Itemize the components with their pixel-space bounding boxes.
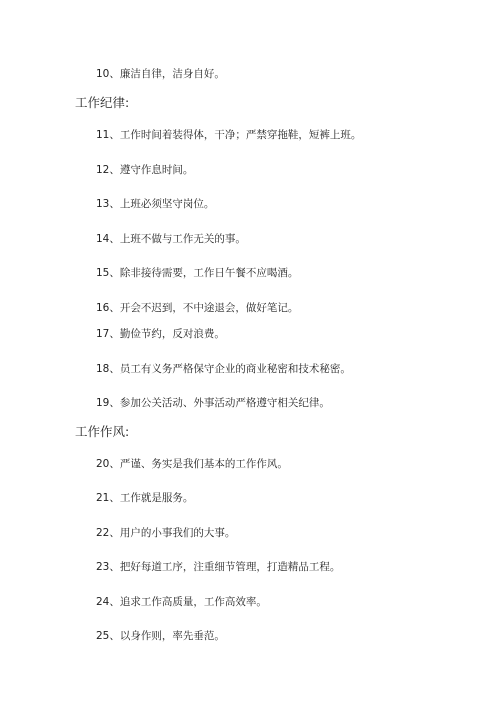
list-item: 20、严谨、务实是我们基本的工作作风。	[96, 458, 288, 470]
list-item: 13、上班必须坚守岗位。	[96, 198, 215, 210]
list-item: 21、工作就是服务。	[96, 492, 194, 504]
list-item: 10、廉洁自律，洁身自好。	[96, 68, 225, 80]
list-item: 18、员工有义务严格保守企业的商业秘密和技术秘密。	[96, 363, 351, 375]
section-heading-work-style: 工作作风:	[75, 424, 130, 439]
list-item: 11、工作时间着装得体，干净；严禁穿拖鞋，短裤上班。	[96, 129, 362, 141]
list-item: 16、开会不迟到，不中途退会，做好笔记。	[96, 302, 299, 314]
list-item: 14、上班不做与工作无关的事。	[96, 233, 246, 245]
list-item: 19、参加公关活动、外事活动严格遵守相关纪律。	[96, 397, 330, 409]
list-item: 23、把好每道工序，注重细节管理，打造精品工程。	[96, 561, 341, 573]
list-item: 25、以身作则，率先垂范。	[96, 630, 225, 642]
list-item: 15、除非接待需要，工作日午餐不应喝酒。	[96, 267, 299, 279]
list-item: 22、用户的小事我们的大事。	[96, 527, 236, 539]
section-heading-work-discipline: 工作纪律:	[75, 95, 130, 110]
list-item: 24、追求工作高质量，工作高效率。	[96, 596, 267, 608]
list-item: 12、遵守作息时间。	[96, 164, 194, 176]
list-item: 17、勤俭节约，反对浪费。	[96, 328, 225, 340]
